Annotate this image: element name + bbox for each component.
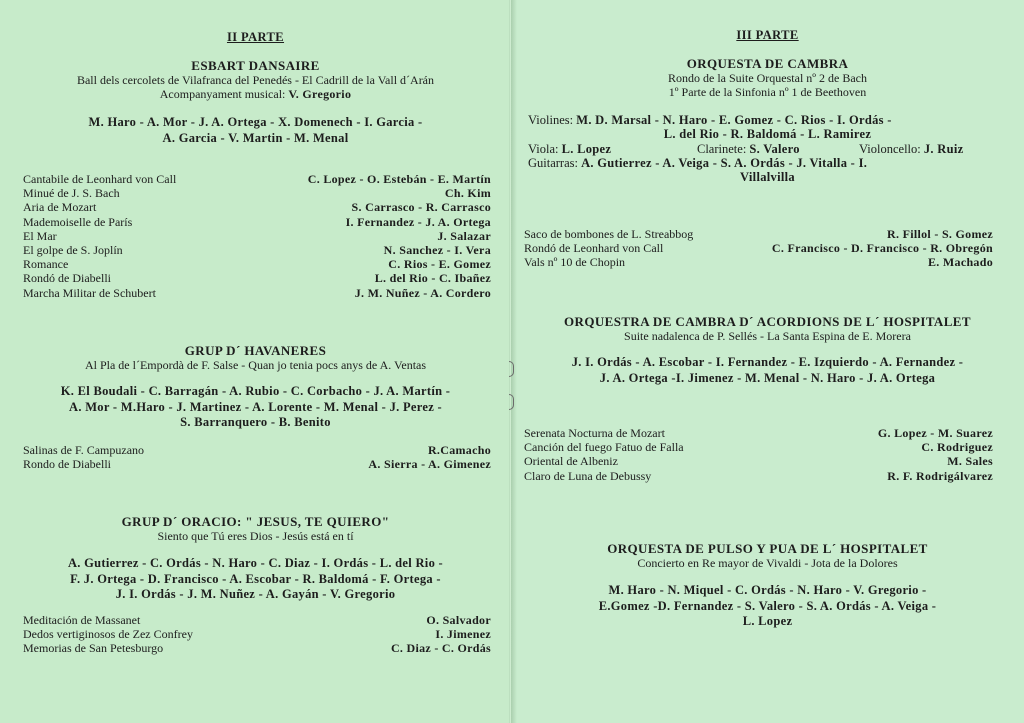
work-performers: J. M. Nuñez - A. Cordero [354, 285, 491, 300]
violins-line-2 [511, 127, 1024, 141]
cello-label: Violoncello: [859, 142, 921, 156]
work-performers: C. Diaz - C. Ordás [390, 641, 491, 656]
work-title: Minué de J. S. Bach [23, 186, 120, 201]
work-performers: C. Lopez - O. Estebán - E. Martín [307, 172, 491, 186]
esbart-subtitle: Ball dels cercolets de Vilafranca del Penedés - El Cadrill de la Vall d´Arán [76, 73, 435, 87]
work-row [524, 454, 993, 468]
work-performers: R. Fillol - S. Gomez [887, 227, 993, 241]
work-performers: S. Carrasco - R. Carrasco [351, 200, 491, 215]
work-performers: R.Camacho [427, 443, 491, 457]
work-title: Cantabile de Leonhard von Call [23, 172, 177, 186]
work-row [23, 271, 491, 285]
oracio-works [23, 613, 491, 656]
havaneres-works [23, 443, 491, 471]
part-three-title: III PARTE [736, 28, 799, 42]
cello-name: J. Ruiz [923, 142, 964, 156]
work-title: Meditación de Massanet [23, 613, 141, 627]
guitars-line-1 [528, 156, 867, 170]
names-line: F. J. Ortega - D. Francisco - A. Escobar - R. Baldomá - F. Ortega - [70, 571, 441, 586]
oracio-subtitle: Siento que Tú eres Dios - Jesús está en tí [157, 529, 354, 543]
work-title: Marcha Militar de Schubert [23, 285, 156, 300]
work-row [23, 243, 491, 257]
work-title: Salinas de F. Campuzano [23, 443, 145, 457]
staple-bottom [509, 394, 514, 410]
work-row [23, 457, 491, 471]
work-row [524, 255, 993, 269]
work-title: Rondó de Diabelli [23, 271, 111, 286]
work-performers: C. Rios - E. Gomez [388, 257, 491, 272]
work-performers: A. Sierra - A. Gimenez [368, 457, 491, 472]
work-title: El Mar [23, 228, 57, 243]
names-line: A. Gutierrez - C. Ordás - N. Haro - C. Diaz - I. Ordás - L. del Rio - [67, 556, 444, 570]
work-row [524, 426, 993, 440]
names-line: J. I. Ordás - A. Escobar - I. Fernandez - E. Izquierdo - A. Fernandez - [571, 355, 964, 369]
guitars-names: A. Gutierrez - A. Veiga - S. A. Ordás - J. Vitalla - I. [581, 156, 868, 170]
work-row [23, 286, 491, 300]
work-performers: O. Salvador [426, 613, 491, 627]
cambra-subtitle-1: Rondo de la Suite Orquestal nº 2 de Bach [667, 71, 867, 85]
work-row [23, 443, 491, 457]
work-title: El golpe de S. Joplín [23, 242, 123, 257]
cambra-title: ORQUESTA DE CAMBRA [686, 56, 849, 71]
work-performers: I. Jimenez [435, 627, 491, 642]
work-title: Rondo de Diabelli [23, 457, 111, 472]
names-line: L. Lopez [742, 614, 793, 628]
names-line: S. Barranquero - B. Benito [180, 415, 331, 429]
work-row [23, 257, 491, 271]
oracio-title: GRUP D´ ORACIO: " JESUS, TE QUIERO" [121, 514, 390, 529]
work-performers: R. F. Rodrigálvarez [887, 468, 993, 483]
work-title: Rondó de Leonhard von Call [524, 241, 664, 256]
havaneres-names [0, 384, 511, 431]
guitars-label: Guitarras: [528, 156, 578, 170]
names-line: A. Garcia - V. Martin - M. Menal [162, 130, 349, 145]
pulso-subtitle: Concierto en Re mayor de Vivaldi - Jota de la Dolores [637, 556, 898, 570]
names-line: K. El Boudali - C. Barragán - A. Rubio - C. Corbacho - J. A. Martín - [60, 384, 451, 398]
work-title: Romance [23, 257, 69, 272]
work-row [23, 172, 491, 186]
guitars-line-2 [511, 170, 1024, 184]
esbart-works [23, 172, 491, 300]
clarinet-entry [697, 142, 800, 156]
work-row [524, 241, 993, 255]
acordions-subtitle: Suite nadalenca de P. Sellés - La Santa Espina de E. Morera [624, 329, 911, 343]
guitars-names-2: Villalvilla [740, 170, 795, 184]
work-title: Dedos vertiginosos de Zez Confrey [23, 627, 193, 642]
viola-label: Viola: [528, 142, 559, 156]
work-row [524, 227, 993, 241]
work-performers: E. Machado [927, 255, 993, 270]
work-row [23, 186, 491, 200]
acordions-title: ORQUESTRA DE CAMBRA D´ ACORDIONS DE L´ HOSPITALET [564, 314, 971, 329]
work-row [524, 469, 993, 483]
work-performers: C. Rodriguez [921, 440, 993, 455]
pulso-title: ORQUESTA DE PULSO Y PUA DE L´ HOSPITALET [607, 541, 928, 556]
work-title: Vals nº 10 de Chopin [524, 255, 626, 270]
pulso-names [511, 583, 1024, 630]
work-title: Canción del fuego Fatuo de Falla [524, 440, 684, 455]
work-title: Saco de bombones de L. Streabbog [524, 227, 694, 241]
work-row [23, 641, 491, 655]
work-row [23, 627, 491, 641]
cambra-works [524, 227, 993, 270]
work-row [524, 440, 993, 454]
work-title: Serenata Nocturna de Mozart [524, 426, 665, 440]
work-performers: M. Sales [947, 454, 993, 469]
accompaniment-label: Acompanyament musical: [159, 87, 286, 101]
havaneres-subtitle: Al Pla de l´Empordà de F. Salse - Quan jo tenia pocs anys de A. Ventas [84, 358, 427, 372]
work-title: Aria de Mozart [23, 200, 97, 215]
esbart-names [0, 115, 511, 146]
acordions-names [511, 355, 1024, 386]
names-line: M. Haro - A. Mor - J. A. Ortega - X. Domenech - I. Garcia - [88, 115, 423, 129]
clarinet-label: Clarinete: [697, 142, 747, 156]
work-row [23, 229, 491, 243]
names-line: J. I. Ordás - J. M. Nuñez - A. Gayán - V. Gregorio [115, 587, 396, 601]
work-title: Memorias de San Petesburgo [23, 641, 164, 656]
work-performers: I. Fernandez - J. A. Ortega [345, 214, 491, 229]
havaneres-title: GRUP D´ HAVANERES [184, 343, 327, 358]
work-performers: G. Lopez - M. Suarez [877, 426, 993, 440]
violins-names: M. D. Marsal - N. Haro - E. Gomez - C. Rios - I. Ordás - [576, 113, 892, 127]
esbart-accompaniment [0, 87, 511, 102]
oracio-names [0, 556, 511, 603]
work-performers: C. Francisco - D. Francisco - R. Obregón [771, 241, 993, 256]
accompaniment-name: V. Gregorio [288, 87, 352, 101]
esbart-title: ESBART DANSAIRE [191, 58, 320, 73]
cello-entry [859, 142, 963, 156]
clarinet-name: S. Valero [749, 142, 800, 156]
viola-name: L. Lopez [561, 142, 612, 156]
viola-entry [528, 142, 611, 156]
cambra-subtitle-2: 1º Parte de la Sinfonia nº 1 de Beethoven [668, 85, 867, 99]
work-title: Oriental de Albeniz [524, 454, 618, 469]
violins-line-1 [528, 113, 892, 127]
names-line: J. A. Ortega -I. Jimenez - M. Menal - N. Haro - J. A. Ortega [599, 370, 936, 385]
names-line: E.Gomez -D. Fernandez - S. Valero - S. A. Ordás - A. Veiga - [598, 598, 937, 613]
left-page [0, 0, 511, 723]
acordions-works [524, 426, 993, 483]
work-performers: L. del Rio - C. Ibañez [374, 271, 491, 286]
work-performers: N. Sanchez - I. Vera [383, 242, 491, 257]
violins-label: Violines: [528, 113, 574, 127]
work-title: Mademoiselle de París [23, 214, 133, 229]
work-row [23, 200, 491, 214]
names-line: A. Mor - M.Haro - J. Martinez - A. Lorente - M. Menal - J. Perez - [69, 399, 442, 414]
right-page [511, 0, 1024, 723]
work-row [23, 613, 491, 627]
work-performers: Ch. Kim [444, 186, 491, 201]
part-two-title: II PARTE [226, 30, 285, 44]
work-row [23, 215, 491, 229]
work-title: Claro de Luna de Debussy [524, 468, 652, 483]
violins-names-2: L. del Rio - R. Baldomá - L. Ramirez [663, 127, 872, 141]
names-line: M. Haro - N. Miquel - C. Ordás - N. Haro - V. Gregorio - [608, 583, 927, 597]
work-performers: J. Salazar [437, 228, 491, 243]
